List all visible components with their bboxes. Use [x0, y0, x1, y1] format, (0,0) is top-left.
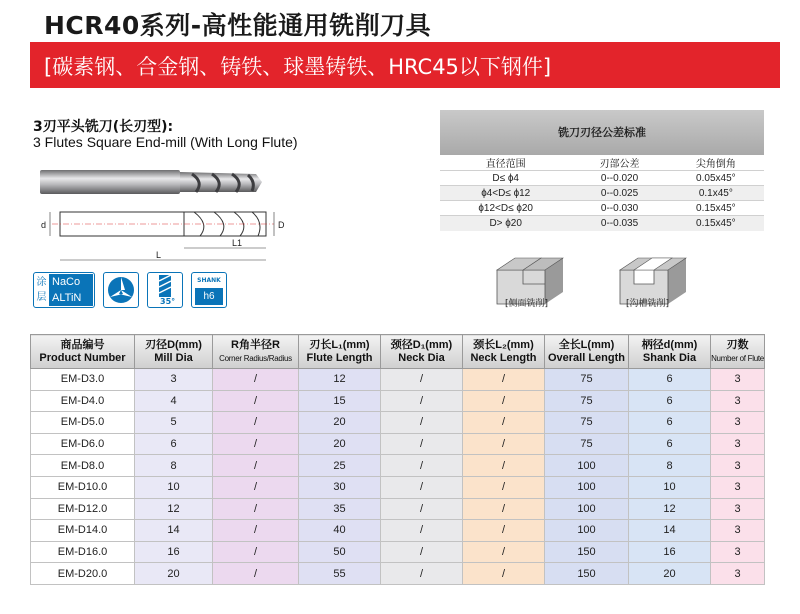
table-header-row — [31, 335, 765, 369]
table-cell: 4 — [135, 390, 213, 412]
table-cell: 3 — [711, 412, 765, 434]
table-cell: / — [381, 433, 463, 455]
table-cell: 12 — [629, 498, 711, 520]
tol-cell: 0.15x45° — [668, 201, 764, 216]
tool-photo-shank — [40, 170, 180, 194]
table-cell: 14 — [135, 520, 213, 542]
table-cell: / — [463, 520, 545, 542]
table-cell: / — [463, 498, 545, 520]
table-cell: EM-D6.0 — [31, 433, 135, 455]
table-cell: 20 — [299, 433, 381, 455]
table-cell: / — [463, 412, 545, 434]
col-header: 颈径D₁(mm) Neck Dia — [381, 335, 463, 369]
table-cell: 3 — [711, 390, 765, 412]
table-cell: 75 — [545, 412, 629, 434]
table-cell: / — [463, 563, 545, 585]
table-cell: 3 — [711, 433, 765, 455]
table-cell: / — [213, 412, 299, 434]
table-cell: 6 — [629, 369, 711, 391]
tol-cell: ɸ12<D≤ ɸ20 — [440, 201, 571, 216]
table-cell: 3 — [711, 563, 765, 585]
col-header: R角半径R Corner Radius/Radius — [213, 335, 299, 369]
table-cell: 6 — [629, 433, 711, 455]
table-cell: 3 — [711, 476, 765, 498]
table-cell: EM-D14.0 — [31, 520, 135, 542]
table-cell: 12 — [299, 369, 381, 391]
shank-tolerance: h6 — [195, 288, 223, 305]
table-row — [31, 412, 765, 434]
table-cell: / — [463, 541, 545, 563]
table-cell: 100 — [545, 498, 629, 520]
table-cell: / — [463, 369, 545, 391]
end-mill-drawing — [34, 160, 306, 268]
col-header: 刃数 Number of Flute — [711, 335, 765, 369]
table-cell: 3 — [135, 369, 213, 391]
table-cell: 50 — [299, 541, 381, 563]
table-cell: 3 — [711, 369, 765, 391]
tol-cell: 0.1x45° — [668, 186, 764, 201]
table-cell: / — [381, 541, 463, 563]
helix-angle-icon — [147, 272, 183, 308]
coating-altin: ALTiN — [52, 292, 82, 304]
slot-milling-caption: [沟槽铣削] — [626, 299, 670, 309]
table-row — [31, 563, 765, 585]
table-cell: 3 — [711, 520, 765, 542]
table-cell: 16 — [629, 541, 711, 563]
table-cell: / — [381, 412, 463, 434]
table-cell: / — [381, 476, 463, 498]
three-flute-icon — [103, 272, 139, 308]
shank-tolerance-icon — [191, 272, 227, 308]
tolerance-table — [440, 110, 764, 231]
product-name-en: 3 Flutes Square End-mill (With Long Flute) — [33, 134, 298, 150]
table-row — [31, 369, 765, 391]
col-header: 刃径D(mm) Mill Dia — [135, 335, 213, 369]
tol-row — [440, 171, 764, 186]
table-row — [31, 433, 765, 455]
table-row — [31, 498, 765, 520]
table-cell: 6 — [629, 390, 711, 412]
tol-cell: 0--0.030 — [571, 201, 667, 216]
col-header: 颈长L₂(mm) Neck Length — [463, 335, 545, 369]
tol-cell: D> ɸ20 — [440, 216, 571, 231]
table-cell: / — [381, 563, 463, 585]
banner-text: [碳素钢、合金钢、铸铁、球墨铸铁、HRC45以下钢件] — [44, 55, 552, 79]
table-cell: / — [213, 390, 299, 412]
coating-badge — [33, 272, 95, 308]
product-name-cn: 3刃平头铣刀(长刃型): — [33, 119, 174, 135]
tol-row — [440, 201, 764, 216]
table-cell: 30 — [299, 476, 381, 498]
table-cell: 100 — [545, 520, 629, 542]
table-cell: 5 — [135, 412, 213, 434]
table-cell: EM-D3.0 — [31, 369, 135, 391]
helix-angle-value: 35° — [160, 297, 176, 306]
tol-header-tolerance: 刃部公差 — [599, 159, 640, 170]
table-cell: 25 — [299, 455, 381, 477]
dim-D-label: D — [278, 220, 285, 230]
tol-cell: 0--0.035 — [571, 216, 667, 231]
table-cell: 20 — [629, 563, 711, 585]
table-cell: 75 — [545, 433, 629, 455]
table-row — [31, 520, 765, 542]
table-cell: / — [381, 390, 463, 412]
tol-row — [440, 216, 764, 231]
coating-naco: NaCo — [52, 276, 81, 288]
tolerance-title: 铣刀刃径公差标准 — [440, 110, 764, 155]
side-milling-caption: [侧面铣削] — [505, 299, 549, 309]
table-cell: EM-D8.0 — [31, 455, 135, 477]
table-cell: / — [213, 541, 299, 563]
table-cell: 55 — [299, 563, 381, 585]
table-cell: 8 — [629, 455, 711, 477]
table-cell: / — [381, 520, 463, 542]
table-cell: EM-D4.0 — [31, 390, 135, 412]
tol-row — [440, 186, 764, 201]
table-cell: 100 — [545, 455, 629, 477]
page-title: HCR40系列-高性能通用铣削刀具 — [44, 11, 432, 40]
table-cell: / — [463, 455, 545, 477]
table-cell: 8 — [135, 455, 213, 477]
table-row — [31, 541, 765, 563]
tol-cell: ɸ4<D≤ ɸ12 — [440, 186, 571, 201]
table-cell: / — [381, 455, 463, 477]
col-header: 刃长L₁(mm) Flute Length — [299, 335, 381, 369]
table-cell: 40 — [299, 520, 381, 542]
table-cell: 75 — [545, 369, 629, 391]
table-cell: / — [463, 476, 545, 498]
table-cell: 20 — [299, 412, 381, 434]
table-cell: 100 — [545, 476, 629, 498]
table-row — [31, 476, 765, 498]
table-cell: / — [213, 498, 299, 520]
shank-label: SHANK — [197, 277, 221, 284]
table-cell: / — [381, 498, 463, 520]
table-cell: 12 — [135, 498, 213, 520]
table-cell: 150 — [545, 541, 629, 563]
tol-cell: 0--0.025 — [571, 186, 667, 201]
table-cell: 14 — [629, 520, 711, 542]
tol-cell: 0.15x45° — [668, 216, 764, 231]
table-cell: / — [213, 433, 299, 455]
col-header: 柄径d(mm) Shank Dia — [629, 335, 711, 369]
coating-values — [49, 274, 93, 306]
table-cell: 6 — [629, 412, 711, 434]
col-header: 商品编号 Product Number — [31, 335, 135, 369]
table-cell: / — [213, 369, 299, 391]
table-cell: 3 — [711, 498, 765, 520]
table-cell: 6 — [135, 433, 213, 455]
table-row — [31, 390, 765, 412]
tol-header-chamfer: 尖角倒角 — [695, 159, 736, 170]
tol-header-range: 直径范围 — [485, 159, 526, 170]
table-cell: / — [213, 563, 299, 585]
dim-L-label: L — [156, 250, 162, 260]
table-cell: 150 — [545, 563, 629, 585]
dim-d-label: d — [41, 220, 47, 230]
table-cell: EM-D16.0 — [31, 541, 135, 563]
tol-cell: D≤ ɸ4 — [440, 171, 571, 186]
table-cell: EM-D12.0 — [31, 498, 135, 520]
table-cell: 3 — [711, 455, 765, 477]
table-cell: / — [213, 476, 299, 498]
table-cell: 16 — [135, 541, 213, 563]
material-banner — [30, 42, 780, 88]
table-row — [31, 455, 765, 477]
table-cell: EM-D5.0 — [31, 412, 135, 434]
col-header: 全长L(mm) Overall Length — [545, 335, 629, 369]
table-cell: / — [213, 455, 299, 477]
table-cell: 10 — [135, 476, 213, 498]
table-cell: / — [463, 390, 545, 412]
dim-L1-label: L1 — [232, 238, 243, 248]
table-cell: / — [213, 520, 299, 542]
table-cell: EM-D20.0 — [31, 563, 135, 585]
table-cell: 75 — [545, 390, 629, 412]
product-table — [30, 334, 765, 585]
table-cell: / — [381, 369, 463, 391]
tol-cell: 0.05x45° — [668, 171, 764, 186]
coating-label: 涂层 — [36, 277, 47, 303]
table-cell: EM-D10.0 — [31, 476, 135, 498]
table-cell: 20 — [135, 563, 213, 585]
tol-cell: 0--0.020 — [571, 171, 667, 186]
table-cell: 3 — [711, 541, 765, 563]
table-cell: 10 — [629, 476, 711, 498]
table-cell: 15 — [299, 390, 381, 412]
table-cell: / — [463, 433, 545, 455]
table-cell: 35 — [299, 498, 381, 520]
